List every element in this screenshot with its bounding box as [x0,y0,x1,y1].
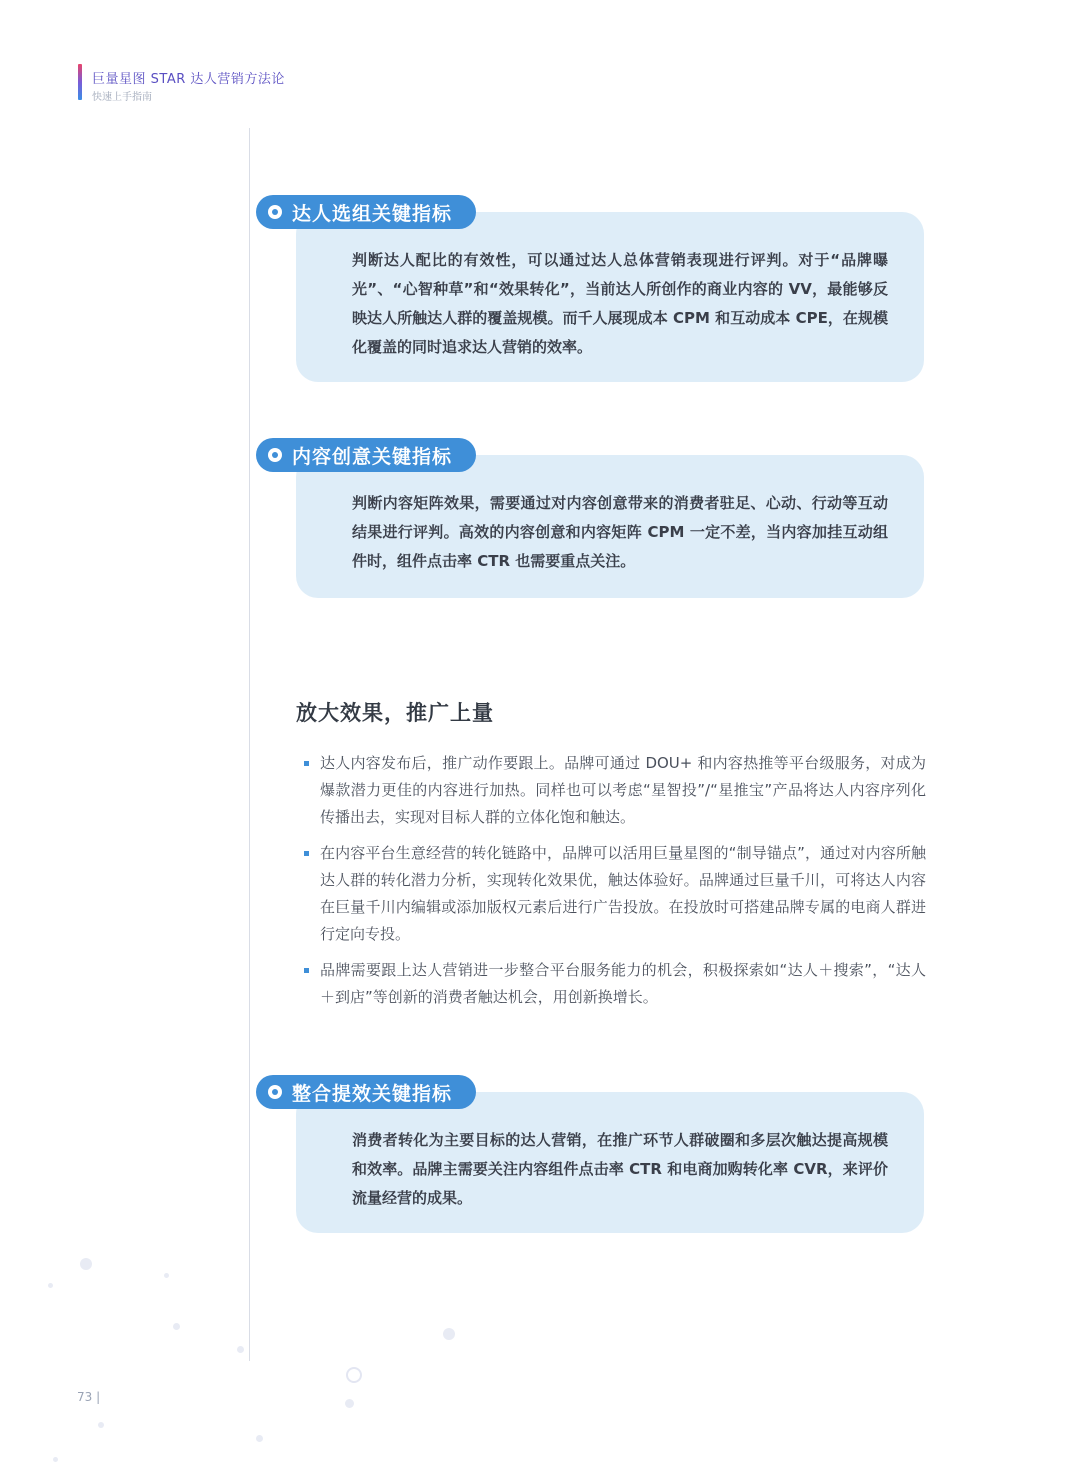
target-dot-icon [268,205,282,219]
list-item-text: 达人内容发布后，推广动作要跟上。品牌可通过 DOU+ 和内容热推等平台级服务，对成为爆款潜力更佳的内容进行加热。同样也可以考虑“星智投”/“星推宝”产品将达人内容序列化传播出去，实现对目标人群的立体化饱和触达。 [320,754,926,826]
card-tag-label: 整合提效关键指标 [292,1082,453,1105]
decorative-ring [346,1367,362,1383]
list-item [304,840,926,948]
card-tag-label: 达人选组关键指标 [292,202,453,225]
list-item [304,750,926,831]
card-tag [256,195,476,229]
target-dot-icon [268,448,282,462]
document-title: 巨量星图 STAR 达人营销方法论 [92,72,285,87]
card-talent-selection-metrics [292,202,924,382]
decorative-dot [98,1422,104,1428]
list-item-text: 品牌需要跟上达人营销进一步整合平台服务能力的机会，积极探索如“达人＋搜索”，“达人＋到店”等创新的消费者触达机会，用创新换增长。 [320,961,926,1006]
vertical-divider [249,128,250,1361]
card-content-creative-metrics [292,445,924,598]
page-number: 73 | [77,1390,101,1404]
list-item-text: 在内容平台生意经营的转化链路中，品牌可以活用巨量星图的“制导锚点”，通过对内容所触达人群的转化潜力分析，实现转化效果优，触达体验好。品牌通过巨量千川，可将达人内容在巨量千川内编辑或添加版权元素后进行广告投放。在投放时可搭建品牌专属的电商人群进行定向专投。 [320,844,926,943]
list-item [304,957,926,1011]
card-tag [256,438,476,472]
decorative-dot [443,1328,455,1340]
decorative-dot [80,1258,92,1270]
square-bullet-icon [304,761,309,766]
decorative-dot [173,1323,180,1330]
target-dot-icon [268,1085,282,1099]
card-tag [256,1075,476,1109]
card-integration-efficiency-metrics [292,1082,924,1233]
decorative-dot [53,1457,58,1462]
document-subtitle: 快速上手指南 [92,92,152,103]
square-bullet-icon [304,968,309,973]
header-accent-bar [78,64,82,100]
decorative-dot [237,1346,244,1353]
card-body-text: 判断达人配比的有效性，可以通过达人总体营销表现进行评判。对于“品牌曝光”、“心智种草”和“效果转化”，当前达人所创作的商业内容的 VV，最能够反映达人所触达人群的覆盖规模。而千人展现成本 CPM 和互动成本 CPE，在规模化覆盖的同时追求达人营销的效率。 [352,251,888,356]
card-body-text: 判断内容矩阵效果，需要通过对内容创意带来的消费者驻足、心动、行动等互动结果进行评判。高效的内容创意和内容矩阵 CPM 一定不差，当内容加挂互动组件时，组件点击率 CTR 也需要重点关注。 [352,494,888,570]
section-heading: 放大效果，推广上量 [296,701,494,725]
bullet-list [304,750,926,1020]
decorative-dot [164,1273,169,1278]
square-bullet-icon [304,851,309,856]
decorative-dot [256,1435,263,1442]
card-body-text: 消费者转化为主要目标的达人营销，在推广环节人群破圈和多层次触达提高规模和效率。品牌主需要关注内容组件点击率 CTR 和电商加购转化率 CVR，来评价流量经营的成果。 [352,1131,888,1207]
decorative-dot [48,1283,53,1288]
decorative-dot [345,1399,354,1408]
card-tag-label: 内容创意关键指标 [292,445,453,468]
